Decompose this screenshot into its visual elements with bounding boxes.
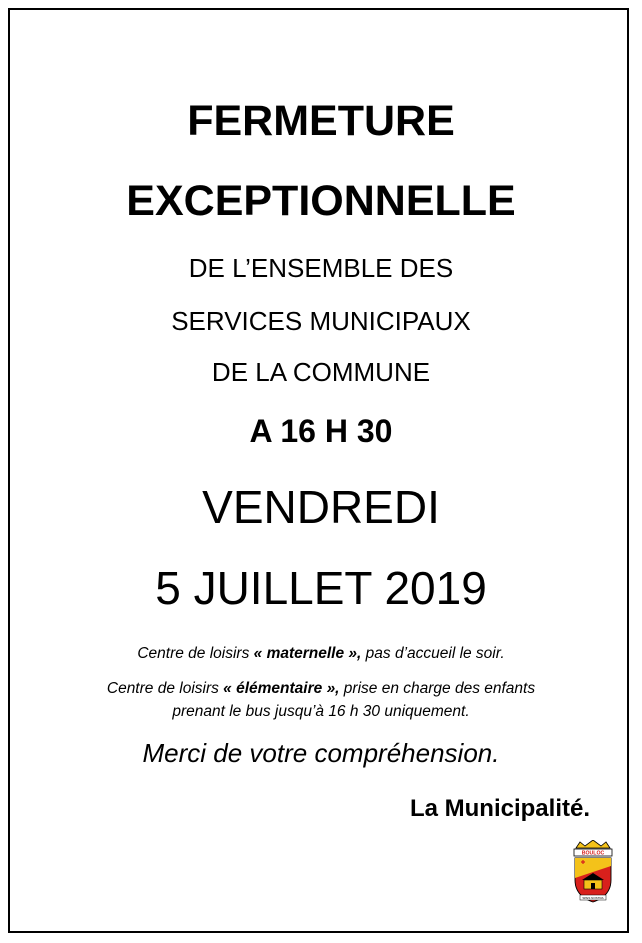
svg-text:BOULOC: BOULOC [581, 850, 605, 857]
subtitle-line-1: DE L’ENSEMBLE DES [188, 253, 454, 283]
note-maternelle-emphasis: « maternelle », [253, 645, 362, 662]
note-elementaire-prefix: Centre de loisirs [106, 680, 224, 697]
note-elementaire-suffix: prise en charge des enfants [339, 680, 536, 697]
note-elementaire-emphasis: « élémentaire », [223, 680, 340, 697]
note-maternelle-suffix: pas d’accueil le soir. [361, 645, 505, 662]
signature: La Municipalité. [409, 795, 590, 822]
title-line-2: EXCEPTIONNELLE [126, 177, 516, 225]
thanks-message: Merci de votre compréhension. [142, 738, 500, 768]
svg-text:SPES NOSTRA: SPES NOSTRA [582, 896, 604, 900]
note-maternelle [0, 645, 642, 663]
closing-day: VENDREDI [202, 481, 440, 533]
municipal-crest-icon [572, 840, 614, 904]
note-elementaire-line-2: prenant le bus jusqu’à 16 h 30 uniquement. [172, 703, 470, 720]
subtitle-line-2: SERVICES MUNICIPAUX [171, 306, 471, 336]
note-elementaire [0, 680, 642, 698]
subtitle-line-3: DE LA COMMUNE [211, 357, 431, 387]
closing-date: 5 JUILLET 2019 [155, 562, 487, 614]
title-line-1: FERMETURE [187, 97, 455, 145]
closing-time: A 16 H 30 [249, 413, 393, 449]
note-maternelle-prefix: Centre de loisirs [137, 645, 254, 662]
